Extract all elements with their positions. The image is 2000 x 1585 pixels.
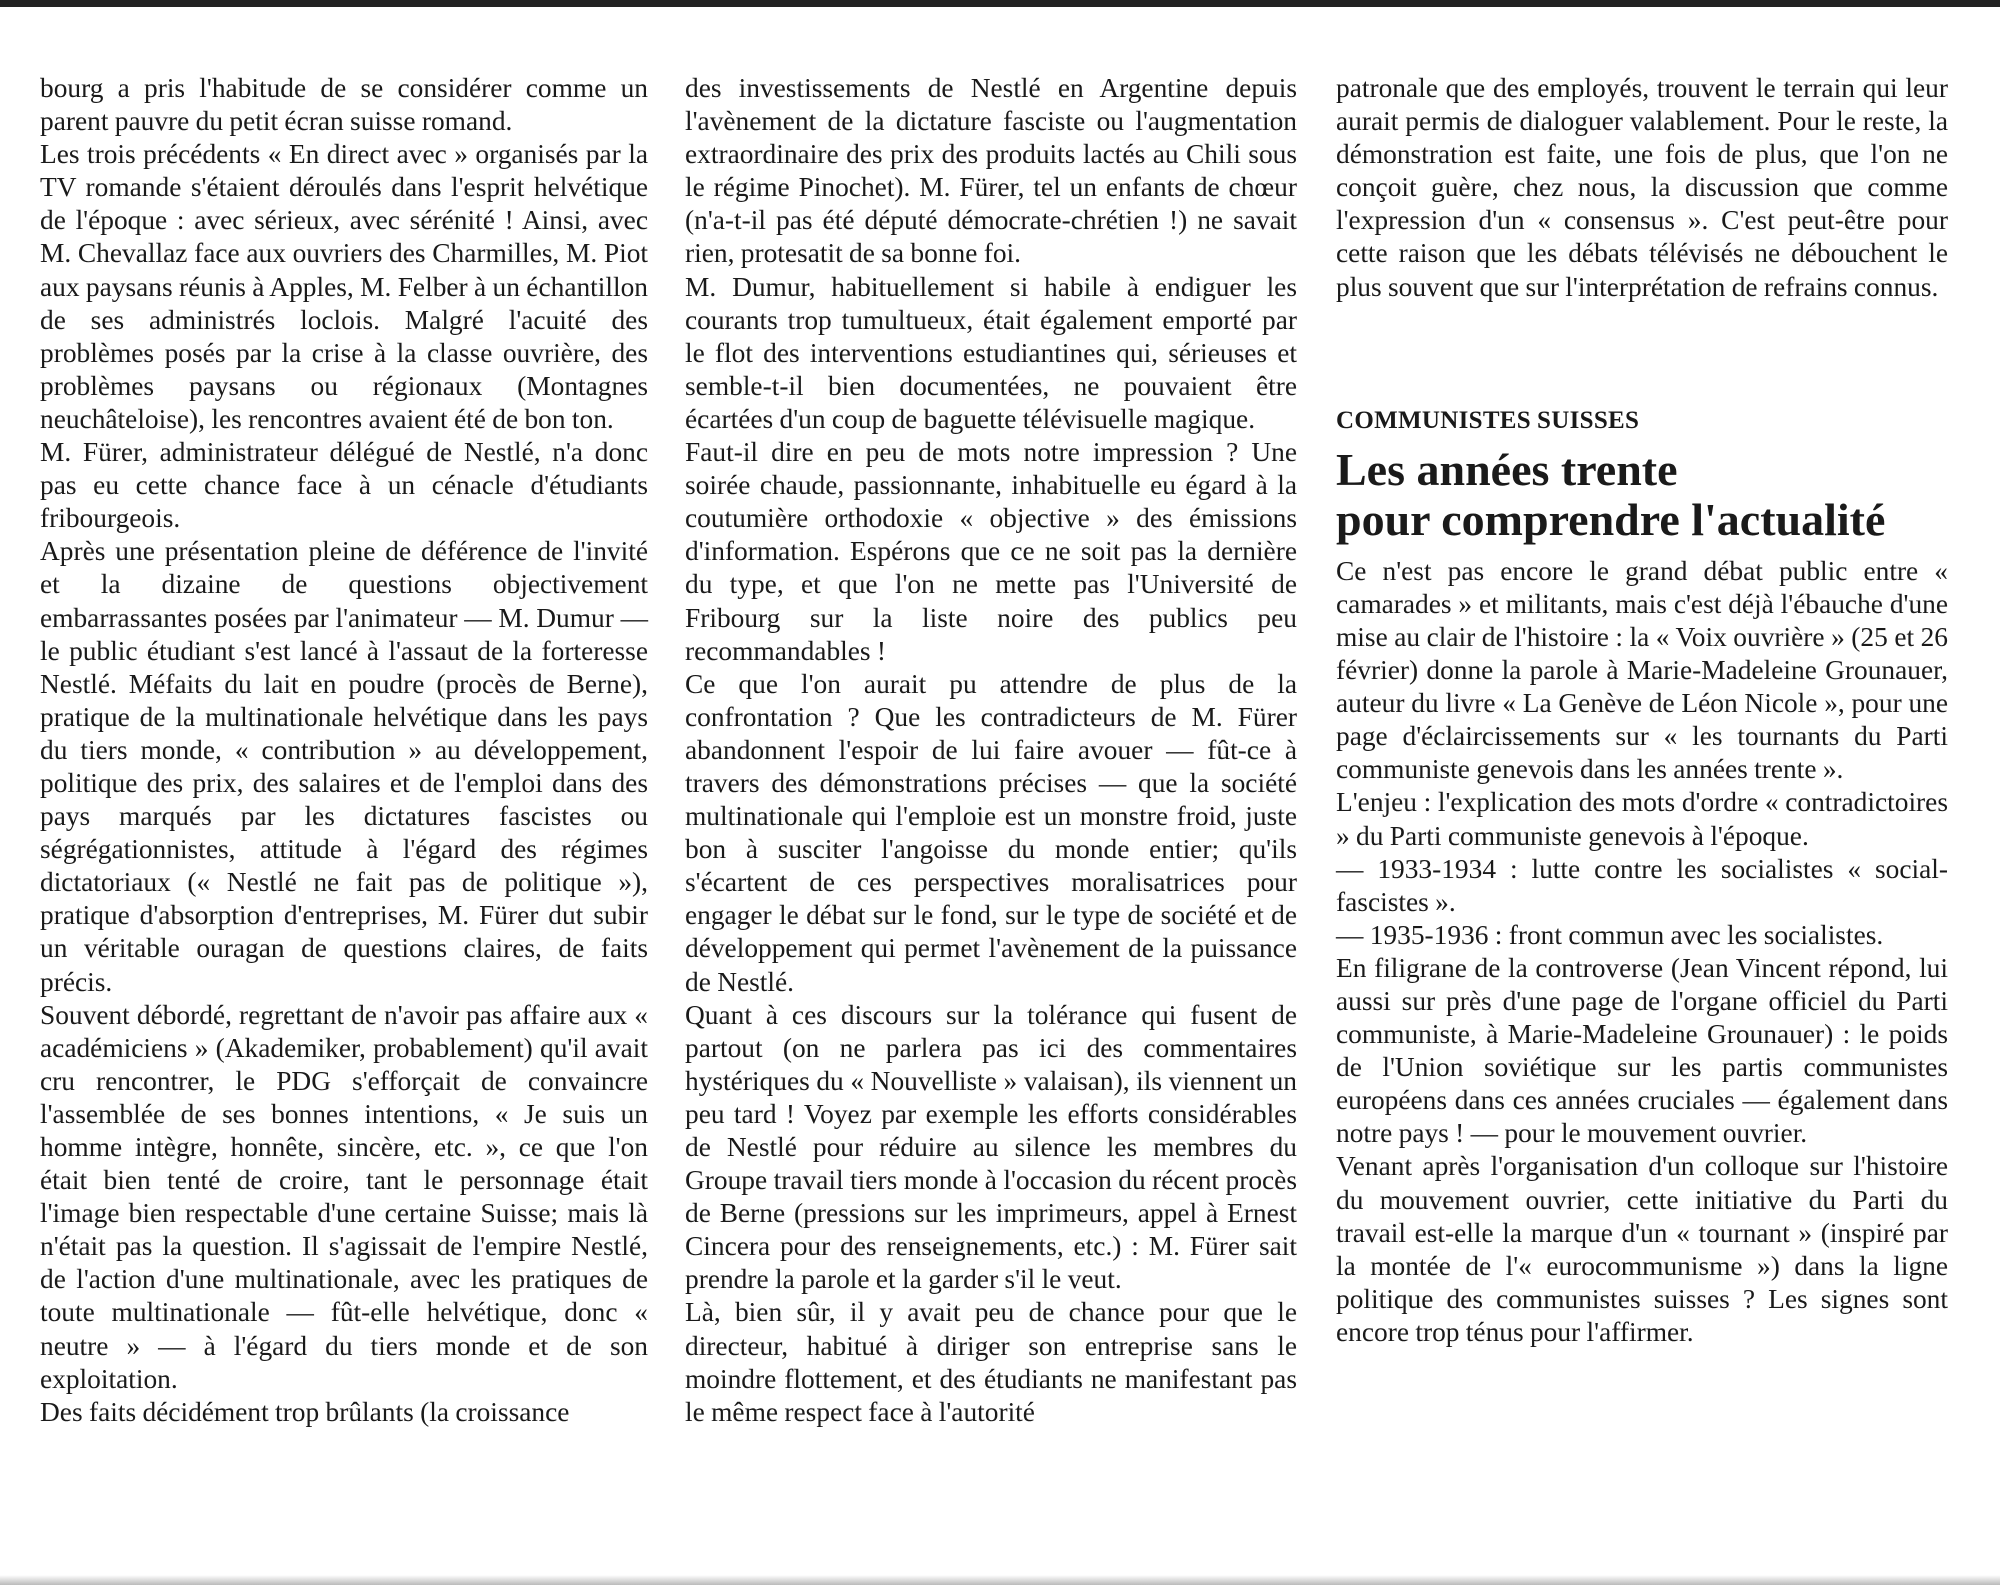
headline-line-2: pour comprendre l'actualité [1336,493,1886,545]
paragraph: Les trois précédents « En direct avec » organisés par la TV romande s'étaient déroulés dans l'esprit helvétique de l'époque : avec sérieux, avec sérénité ! Ainsi, avec M. Chevallaz face aux ouvriers des Charmilles, M. Piot aux paysans réunis à Apples, M. Felber à un échantillon de ses administrés loclois. Malgré l'acuité des problèmes posés par la crise à la classe ouvrière, des problèmes paysans ou régionaux (Montagnes neuchâteloise), les rencontres avaient été de bon ton. [40,139,648,434]
bottom-page-edge [0,1575,2000,1585]
top-border-rule [0,0,2000,7]
paragraph: L'enjeu : l'explication des mots d'ordre « contradictoires » du Parti communiste genevois à l'époque. [1336,787,1948,851]
column-1 [40,72,648,1429]
paragraph: Souvent débordé, regrettant de n'avoir pas affaire aux « académiciens » (Akademiker, probablement) qu'il avait cru rencontrer, le PDG s'efforçait de convaincre l'assemblée de ses bonnes intentions, « Je suis un homme intègre, honnête, sincère, etc. », ce que l'on était bien tenté de croire, tant le personnage était l'image bien respectable d'une certaine Suisse; mais là n'était pas la question. Il s'agissait de l'empire Nestlé, de l'action d'une multinationale, avec les pratiques de toute multinationale — fût-elle helvétique, donc « neutre » — à l'égard du tiers monde et de son exploitation. [40,999,648,1394]
paragraph: Ce n'est pas encore le grand débat public entre « camarades » et militants, mais c'est déjà l'ébauche d'une mise au clair de l'histoire : la « Voix ouvrière » (25 et 26 février) donne la parole à Marie-Madeleine Grounauer, auteur du livre « La Genève de Léon Nicole », pour une page d'éclaircissements sur « les tournants du Parti communiste genevois dans les années trente ». [1336,555,1948,785]
paragraph: — 1933-1934 : lutte contre les socialistes « social-fascistes ». [1336,853,1948,917]
paragraph: Venant après l'organisation d'un colloque sur l'histoire du mouvement ouvrier, cette initiative du Parti du travail est-elle la marque d'un « tournant » (inspiré par la montée de l'« eurocommunisme ») dans la ligne politique des communistes suisses ? Les signes sont encore trop ténus pour l'affirmer. [1336,1151,1948,1347]
paragraph: Ce que l'on aurait pu attendre de plus de la confrontation ? Que les contradicteurs de M. Fürer abandonnent l'espoir de lui faire avouer — fût-ce à travers des démonstrations précises — que la société multinationale qui l'emploie est un monstre froid, juste bon à susciter l'angoisse du monde entier; qu'ils s'écartent de ces perspectives moralisatrices pour engager le débat sur le fond, sur le type de société et de développement qui permet l'avènement de la puissance de Nestlé. [685,668,1297,997]
paragraph: Après une présentation pleine de déférence de l'invité et la dizaine de questions objectivement embarrassantes posées par l'animateur — M. Dumur — le public étudiant s'est lancé à l'assaut de la forteresse Nestlé. Méfaits du lait en poudre (procès de Berne), pratique de la multinationale helvétique dans les pays du tiers monde, « contribution » au développement, politique des prix, des salaires et de l'emploi dans des pays marqués par les dictatures fascistes ou ségrégationnistes, attitude à l'égard des régimes dictatoriaux (« Nestlé ne fait pas de politique »), pratique d'absorption d'entreprises, M. Fürer dut subir un véritable ouragan de questions claires, de faits précis. [40,536,648,997]
article-kicker: COMMUNISTES SUISSES [1336,406,1640,434]
column-3 [1336,72,1948,1349]
paragraph: Faut-il dire en peu de mots notre impression ? Une soirée chaude, passionnante, inhabituelle eu égard à la coutumière orthodoxie « objective » des émissions d'information. Espérons que ce ne soit pas la dernière du type, et que l'on ne mette pas l'Université de Fribourg sur la liste noire des publics peu recommandables ! [685,437,1297,666]
paragraph: Quant à ces discours sur la tolérance qui fusent de partout (on ne parlera pas ici des commentaires hystériques du « Nouvelliste » valaisan), ils viennent un peu tard ! Voyez par exemple les efforts considérables de Nestlé pour réduire au silence les membres du Groupe travail tiers monde à l'occasion du récent procès de Berne (pressions sur les imprimeurs, appel à Ernest Cincera pour des renseignements, etc.) : M. Fürer sait prendre la parole et la garder s'il le veut. [685,999,1297,1295]
paragraph: Des faits décidément trop brûlants (la croissance [40,1396,570,1427]
paragraph: des investissements de Nestlé en Argentine depuis l'avènement de la dictature fasciste ou l'augmentation extraordinaire des prix des produits lactés au Chili sous le régime Pinochet). M. Fürer, tel un enfants de chœur (n'a-t-il pas été député démocrate-chrétien !) ne savait rien, protesatit de sa bonne foi. [685,73,1297,269]
paragraph: En filigrane de la controverse (Jean Vincent répond, lui aussi sur près d'une page de l'organe officiel du Parti communiste, à Marie-Madeleine Grounauer) : le poids de l'Union soviétique sur les partis communistes européens dans ces années cruciales — également dans notre pays ! — pour le mouvement ouvrier. [1336,952,1948,1149]
paragraph: patronale que des employés, trouvent le terrain qui leur aurait permis de dialoguer valablement. Pour le reste, la démonstration est faite, une fois de plus, que l'on ne conçoit guère, chez nous, la discussion que comme l'expression d'un « consensus ». C'est peut-être pour cette raison que les débats télévisés ne débouchent le plus souvent que sur l'interprétation de refrains connus. [1336,73,1948,302]
paragraph: — 1935-1936 : front commun avec les socialistes. [1336,919,1884,950]
article-headline [1336,445,1948,545]
column-2 [685,72,1297,1429]
paragraph: M. Fürer, administrateur délégué de Nestlé, n'a donc pas eu cette chance face à un cénacle d'étudiants fribourgeois. [40,437,648,534]
paragraph: M. Dumur, habituellement si habile à endiguer les courants trop tumultueux, était également emporté par le flot des interventions estudiantines qui, sérieuses et semble-t-il bien documentées, ne pouvaient être écartées d'un coup de baguette télévisuelle magique. [685,271,1297,434]
paragraph: bourg a pris l'habitude de se considérer comme un parent pauvre du petit écran suisse romand. [40,73,648,137]
paragraph: Là, bien sûr, il y avait peu de chance pour que le directeur, habitué à diriger son entreprise sans le moindre flottement, et des étudiants ne manifestant pas le même respect face à l'autorité [685,1297,1297,1427]
headline-line-1: Les années trente [1336,443,1678,495]
